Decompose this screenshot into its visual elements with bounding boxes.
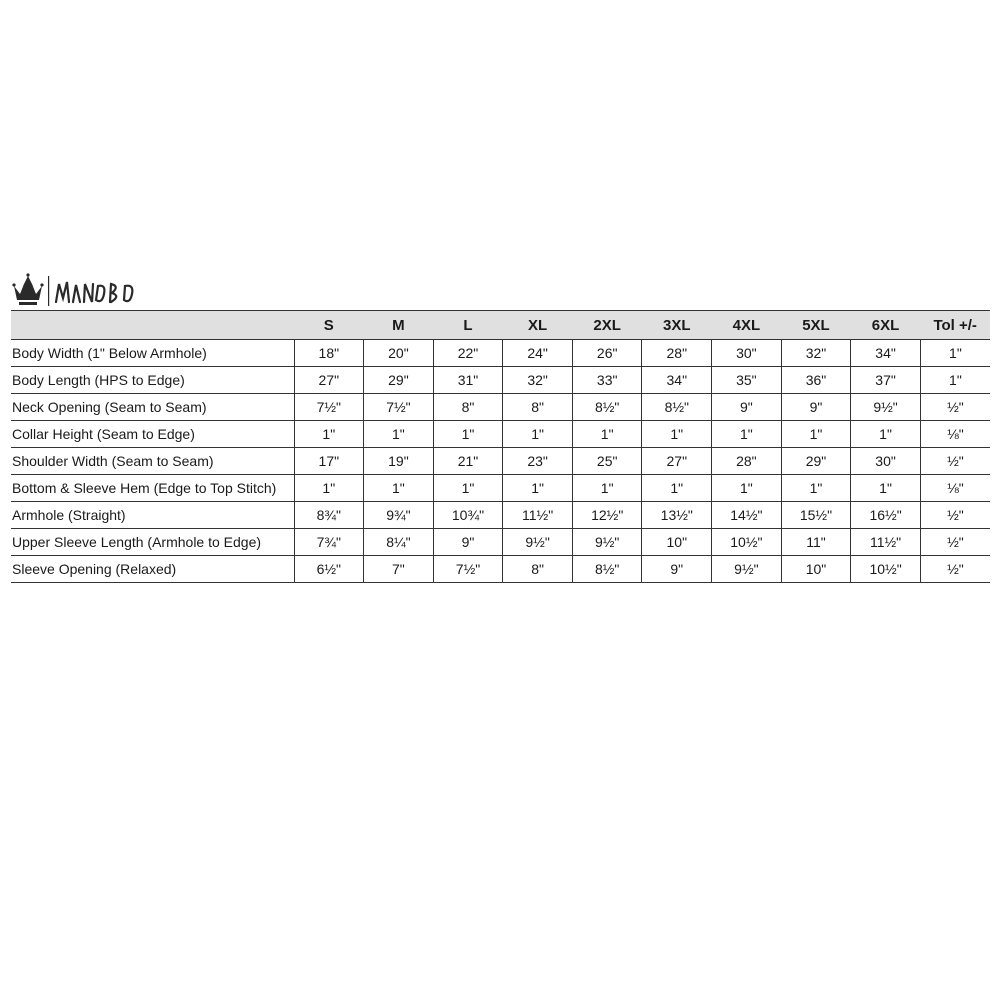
measurement-value: ½" (920, 394, 990, 421)
measurement-value: ½" (920, 502, 990, 529)
measurement-value: 18" (294, 340, 364, 367)
measurement-value: 8½" (642, 394, 712, 421)
size-column-header: Tol +/- (920, 311, 990, 340)
measurement-value: 31" (433, 367, 503, 394)
measurement-value: 34" (851, 340, 921, 367)
size-column-header: 6XL (851, 311, 921, 340)
table-row (11, 556, 990, 583)
measurement-value: 7" (364, 556, 434, 583)
measurement-value: 9" (712, 394, 782, 421)
size-column-header: 4XL (712, 311, 782, 340)
measurement-value: 10½" (851, 556, 921, 583)
measurement-value: 34" (642, 367, 712, 394)
table-row (11, 340, 990, 367)
size-header-row (11, 311, 990, 340)
measurement-value: 7½" (294, 394, 364, 421)
measurement-value: 29" (364, 367, 434, 394)
measurement-value: 7¾" (294, 529, 364, 556)
measurement-value: 1" (920, 367, 990, 394)
measurement-value: 1" (572, 421, 642, 448)
measurement-value: 9¾" (364, 502, 434, 529)
measurement-value: 10" (642, 529, 712, 556)
measurement-value: 17" (294, 448, 364, 475)
size-column-header: 5XL (781, 311, 851, 340)
measurement-value: 9½" (712, 556, 782, 583)
measurement-value: ½" (920, 448, 990, 475)
measurement-value: 1" (712, 421, 782, 448)
size-column-header: 3XL (642, 311, 712, 340)
measurement-value: 1" (851, 475, 921, 502)
measurement-value: 21" (433, 448, 503, 475)
table-row (11, 421, 990, 448)
measurement-label: Body Length (HPS to Edge) (11, 367, 294, 394)
measurement-value: 27" (642, 448, 712, 475)
measurement-value: 13½" (642, 502, 712, 529)
measurement-value: 1" (364, 475, 434, 502)
measurement-value: 8" (503, 556, 573, 583)
measurement-value: 19" (364, 448, 434, 475)
measurement-value: 8¾" (294, 502, 364, 529)
measurement-value: 1" (920, 340, 990, 367)
brand-wordmark-icon (56, 282, 132, 302)
measurement-value: 6½" (294, 556, 364, 583)
measurement-value: 27" (294, 367, 364, 394)
measurement-value: 14½" (712, 502, 782, 529)
table-row (11, 394, 990, 421)
measurement-value: 10½" (712, 529, 782, 556)
measurement-value: 8" (433, 394, 503, 421)
brand-logo (12, 272, 142, 310)
size-chart (11, 310, 990, 583)
measurement-value: 9" (433, 529, 503, 556)
measurement-value: 25" (572, 448, 642, 475)
measurement-value: 11" (781, 529, 851, 556)
table-row (11, 367, 990, 394)
measurement-value: 7½" (364, 394, 434, 421)
size-column-header: 2XL (572, 311, 642, 340)
measurement-value: 9½" (572, 529, 642, 556)
measurement-value: 1" (503, 421, 573, 448)
measurement-value: 1" (433, 421, 503, 448)
measurement-value: 1" (781, 421, 851, 448)
measurement-value: 11½" (851, 529, 921, 556)
measurement-value: 1" (294, 421, 364, 448)
measurement-value: ⅛" (920, 475, 990, 502)
measurement-value: 32" (503, 367, 573, 394)
measurement-value: 10" (781, 556, 851, 583)
measurement-value: 28" (642, 340, 712, 367)
measurement-value: 29" (781, 448, 851, 475)
measurement-label: Collar Height (Seam to Edge) (11, 421, 294, 448)
measurement-value: 30" (851, 448, 921, 475)
measurement-value: 15½" (781, 502, 851, 529)
measurement-value: 10¾" (433, 502, 503, 529)
crown-icon (12, 273, 43, 305)
table-row (11, 529, 990, 556)
measurement-value: 1" (781, 475, 851, 502)
measurement-value: 37" (851, 367, 921, 394)
measurement-value: 9½" (503, 529, 573, 556)
measurement-value: ⅛" (920, 421, 990, 448)
measurement-value: 24" (503, 340, 573, 367)
measurement-value: 12½" (572, 502, 642, 529)
measurement-value: 9" (781, 394, 851, 421)
size-column-header: M (364, 311, 434, 340)
measurement-value: 9½" (851, 394, 921, 421)
measurement-value: 1" (642, 421, 712, 448)
measurement-value: 35" (712, 367, 782, 394)
measurement-label: Neck Opening (Seam to Seam) (11, 394, 294, 421)
size-chart-table (11, 310, 990, 583)
measurement-value: 8½" (572, 394, 642, 421)
measurement-value: 26" (572, 340, 642, 367)
measurement-label: Bottom & Sleeve Hem (Edge to Top Stitch) (11, 475, 294, 502)
table-row (11, 448, 990, 475)
header-corner (11, 311, 294, 340)
measurement-value: 8¼" (364, 529, 434, 556)
measurement-label: Armhole (Straight) (11, 502, 294, 529)
measurement-label: Sleeve Opening (Relaxed) (11, 556, 294, 583)
size-column-header: XL (503, 311, 573, 340)
table-row (11, 502, 990, 529)
measurement-value: 1" (851, 421, 921, 448)
measurement-value: 7½" (433, 556, 503, 583)
size-column-header: L (433, 311, 503, 340)
measurement-value: 1" (642, 475, 712, 502)
measurement-value: 8" (503, 394, 573, 421)
measurement-value: 8½" (572, 556, 642, 583)
measurement-value: 33" (572, 367, 642, 394)
measurement-value: 11½" (503, 502, 573, 529)
measurement-value: 20" (364, 340, 434, 367)
measurement-value: 1" (712, 475, 782, 502)
measurement-value: 1" (572, 475, 642, 502)
measurement-value: 1" (364, 421, 434, 448)
measurement-value: ½" (920, 556, 990, 583)
table-row (11, 475, 990, 502)
measurement-value: 22" (433, 340, 503, 367)
measurement-value: 36" (781, 367, 851, 394)
measurement-label: Shoulder Width (Seam to Seam) (11, 448, 294, 475)
measurement-value: 30" (712, 340, 782, 367)
measurement-value: 32" (781, 340, 851, 367)
measurement-value: 1" (433, 475, 503, 502)
measurement-value: 28" (712, 448, 782, 475)
measurement-label: Body Width (1" Below Armhole) (11, 340, 294, 367)
measurement-value: 1" (294, 475, 364, 502)
measurement-value: 9" (642, 556, 712, 583)
measurement-value: 23" (503, 448, 573, 475)
size-column-header: S (294, 311, 364, 340)
measurement-value: 1" (503, 475, 573, 502)
measurement-value: ½" (920, 529, 990, 556)
measurement-value: 16½" (851, 502, 921, 529)
measurement-label: Upper Sleeve Length (Armhole to Edge) (11, 529, 294, 556)
